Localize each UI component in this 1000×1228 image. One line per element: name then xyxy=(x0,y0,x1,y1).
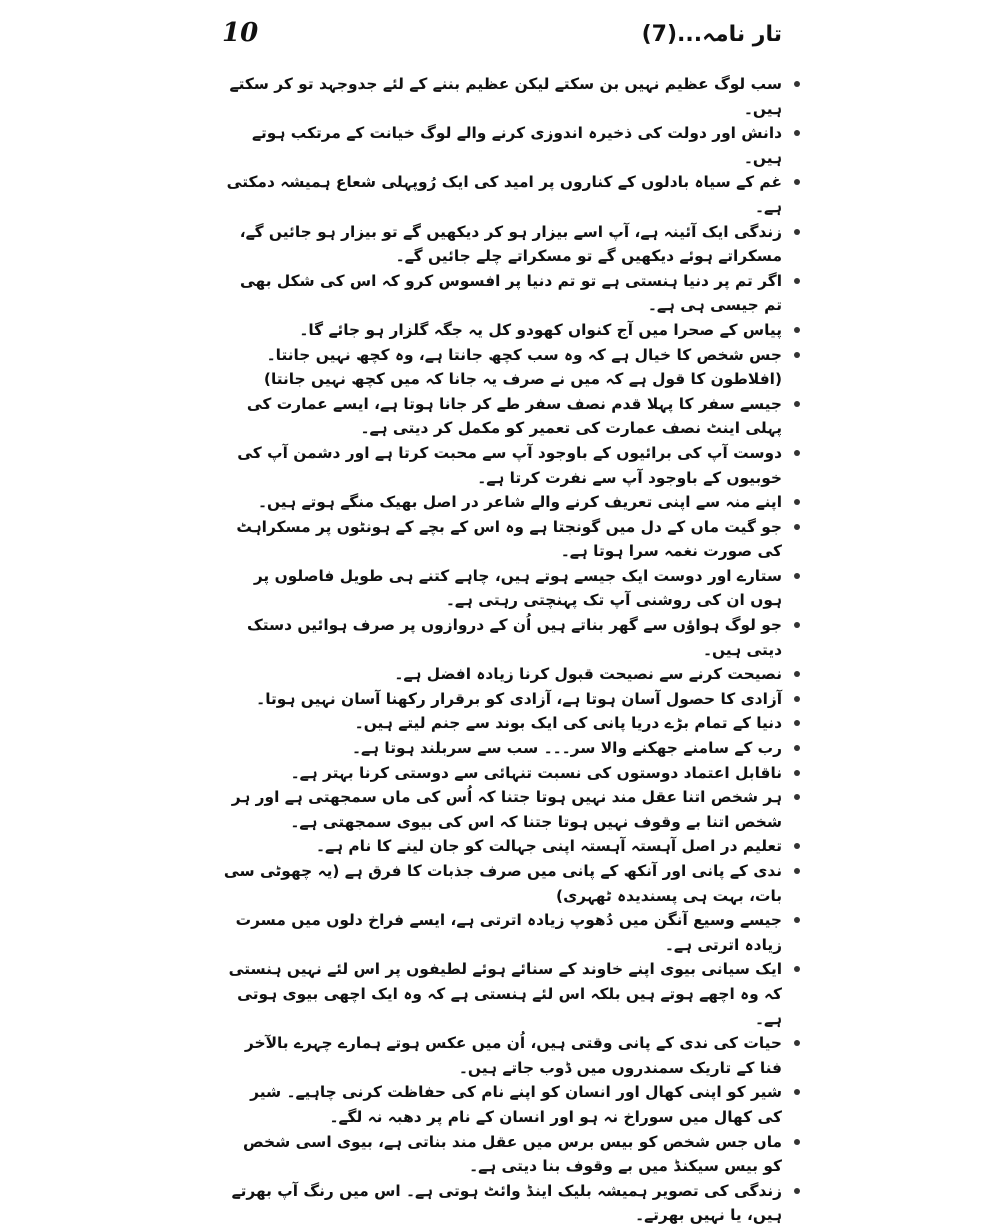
quote-text: زندگی ایک آئینہ ہے، آپ اسے بیزار ہو کر دیکھیں گے تو بیزار ہو جائیں گے، مسکراتے ہوئے دیکھیں گے تو مسکراتے چلے جائیں گے۔ xyxy=(239,222,782,266)
list-item xyxy=(222,613,782,662)
list-item xyxy=(222,687,782,712)
bullet-icon xyxy=(794,622,800,628)
bullet-icon xyxy=(794,352,800,358)
quote-text: جیسے سفر کا پہلا قدم نصف سفر طے کر جانا ہوتا ہے، ایسے عمارت کی پہلی اینٹ نصف عمارت کی تعمیر کو مکمل کر دیتی ہے۔ xyxy=(246,394,782,438)
bullet-icon xyxy=(794,1040,800,1046)
list-item xyxy=(222,834,782,859)
list-item xyxy=(222,662,782,687)
bullet-icon xyxy=(794,696,800,702)
quote-text: ماں جس شخص کو بیس برس میں عقل مند بناتی ہے، بیوی اسی شخص کو بیس سیکنڈ میں بے وقوف بنا دیتی ہے۔ xyxy=(243,1132,782,1176)
bullet-icon xyxy=(794,794,800,800)
list-item xyxy=(222,564,782,613)
list-item xyxy=(222,761,782,786)
list-item xyxy=(222,859,782,908)
list-item xyxy=(222,72,782,121)
quotes-list xyxy=(222,72,782,1228)
quote-text: تعلیم در اصل آہستہ آہستہ اپنی جہالت کو جان لینے کا نام ہے۔ xyxy=(315,837,782,856)
bullet-icon xyxy=(794,966,800,972)
quote-text: ناقابل اعتماد دوستوں کی نسبت تنہائی سے دوستی کرنا بہتر ہے۔ xyxy=(290,763,782,782)
bullet-icon xyxy=(794,524,800,530)
list-item xyxy=(222,736,782,761)
list-item xyxy=(222,1031,782,1080)
quote-text: غم کے سیاہ بادلوں کے کناروں پر امید کی ایک رُوپہلی شعاع ہمیشہ دمکتی ہے۔ xyxy=(226,173,782,216)
quote-text: ندی کے پانی اور آنکھ کے پانی میں صرف جذبات کا فرق ہے (یہ چھوٹی سی بات، بہت ہی پسندیدہ ٹھہری) xyxy=(223,862,782,905)
list-item xyxy=(222,490,782,515)
quote-text: جیسے وسیع آنگن میں دُھوپ زیادہ اترتی ہے، ایسے فراخ دلوں میں مسرت زیادہ اترتی ہے۔ xyxy=(235,911,782,954)
quote-text: ایک سیانی بیوی اپنے خاوند کے سنائے ہوئے لطیفوں پر اس لئے نہیں ہنستی کہ وہ اچھے ہوتے ہیں بلکہ اس لئے ہنستی ہے کہ وہ ایک اچھی بیوی ہوتی ہے۔ xyxy=(228,960,782,1028)
list-item xyxy=(222,908,782,957)
bullet-icon xyxy=(794,499,800,505)
list-item xyxy=(222,441,782,490)
list-item xyxy=(222,269,782,318)
quote-text: اپنے منہ سے اپنی تعریف کرنے والے شاعر در اصل بھیک منگے ہوتے ہیں۔ xyxy=(257,493,782,512)
bullet-icon xyxy=(794,327,800,333)
list-item xyxy=(222,318,782,343)
quote-text: جو لوگ ہواؤں سے گھر بناتے ہیں اُن کے دروازوں پر صرف ہوائیں دستک دیتی ہیں۔ xyxy=(246,616,782,659)
list-item xyxy=(222,1179,782,1228)
bullet-icon xyxy=(794,843,800,849)
quote-text: جس شخص کا خیال ہے کہ وہ سب کچھ جانتا ہے، وہ کچھ نہیں جانتا۔ (افلاطون کا قول ہے کہ میں نے صرف یہ جانا کہ میں کچھ نہیں جانتا) xyxy=(263,345,782,389)
list-item xyxy=(222,785,782,834)
quote-text: ستارے اور دوست ایک جیسے ہوتے ہیں، چاہے کتنے ہی طویل فاصلوں پر ہوں ان کی روشنی آپ تک پہنچتی رہتی ہے۔ xyxy=(253,566,782,610)
list-item xyxy=(222,1130,782,1179)
quote-text: پیاس کے صحرا میں آج کنواں کھودو کل یہ جگہ گلزار ہو جائے گا۔ xyxy=(299,320,782,339)
bullet-icon xyxy=(794,130,800,136)
list-item xyxy=(222,343,782,392)
bullet-icon xyxy=(794,868,800,874)
list-item xyxy=(222,515,782,564)
bullet-icon xyxy=(794,229,800,235)
quote-text: شیر کو اپنی کھال اور انسان کو اپنے نام کی حفاظت کرنی چاہیے۔ شیر کی کھال میں سوراخ نہ ہو اور انسان کے نام پر دھبہ نہ لگے۔ xyxy=(250,1083,782,1126)
quote-text: نصیحت کرنے سے نصیحت قبول کرنا زیادہ افضل ہے۔ xyxy=(394,665,782,684)
list-item xyxy=(222,170,782,219)
bullet-icon xyxy=(794,450,800,456)
list-item xyxy=(222,392,782,441)
quote-text: دنیا کے تمام بڑے دریا پانی کی ایک بوند سے جنم لیتے ہیں۔ xyxy=(354,714,782,733)
quote-text: رب کے سامنے جھکنے والا سر۔۔۔ سب سے سربلند ہوتا ہے۔ xyxy=(352,739,782,758)
bullet-icon xyxy=(794,81,800,87)
bullet-icon xyxy=(794,1188,800,1194)
quote-text: ہر شخص اتنا عقل مند نہیں ہوتا جتنا کہ اُس کی ماں سمجھتی ہے اور ہر شخص اتنا بے وقوف نہیں ہوتا جتنا کہ اس کی بیوی سمجھتی ہے۔ xyxy=(231,788,782,831)
list-item xyxy=(222,957,782,1031)
bullet-icon xyxy=(794,671,800,677)
bullet-icon xyxy=(794,573,800,579)
list-item xyxy=(222,1080,782,1129)
bullet-icon xyxy=(794,278,800,284)
bullet-icon xyxy=(794,1089,800,1095)
bullet-icon xyxy=(794,745,800,751)
quote-text: دانش اور دولت کی ذخیرہ اندوزی کرنے والے لوگ خیانت کے مرتکب ہوتے ہیں۔ xyxy=(251,124,782,167)
quote-text: اگر تم پر دنیا ہنستی ہے تو تم دنیا پر افسوس کرو کہ اس کی شکل بھی تم جیسی ہی ہے۔ xyxy=(239,271,782,315)
bullet-icon xyxy=(794,179,800,185)
running-head: تار نامہ...(7) xyxy=(641,22,782,47)
quote-text: سب لوگ عظیم نہیں بن سکتے لیکن عظیم بننے کے لئے جدوجہد تو کر سکتے ہیں۔ xyxy=(229,75,782,118)
quote-text: آزادی کا حصول آسان ہوتا ہے، آزادی کو برقرار رکھنا آسان نہیں ہوتا۔ xyxy=(256,689,782,708)
quote-text: زندگی کی تصویر ہمیشہ بلیک اینڈ وائٹ ہوتی ہے۔ اس میں رنگ آپ بھرتے ہیں، یا نہیں بھرتے۔ xyxy=(231,1181,782,1225)
bullet-icon xyxy=(794,720,800,726)
page-number: 10 xyxy=(222,18,259,48)
bullet-icon xyxy=(794,401,800,407)
bullet-icon xyxy=(794,770,800,776)
bullet-icon xyxy=(794,1139,800,1145)
bullet-icon xyxy=(794,917,800,923)
quote-text: دوست آپ کی برائیوں کے باوجود آپ سے محبت کرتا ہے اور دشمن آپ کی خوبیوں کے باوجود آپ سے نفرت کرتا ہے۔ xyxy=(237,443,782,487)
quote-text: جو گیت ماں کے دل میں گونجتا ہے وہ اس کے بچے کے ہونٹوں پر مسکراہٹ کی صورت نغمہ سرا ہوتا ہے۔ xyxy=(236,517,782,561)
list-item xyxy=(222,711,782,736)
list-item xyxy=(222,220,782,269)
quote-text: حیات کی ندی کے پانی وقتی ہیں، اُن میں عکس ہوتے ہمارے چہرے بالآخر فنا کے تاریک سمندروں میں ڈوب جاتے ہیں۔ xyxy=(244,1034,782,1077)
list-item xyxy=(222,121,782,170)
